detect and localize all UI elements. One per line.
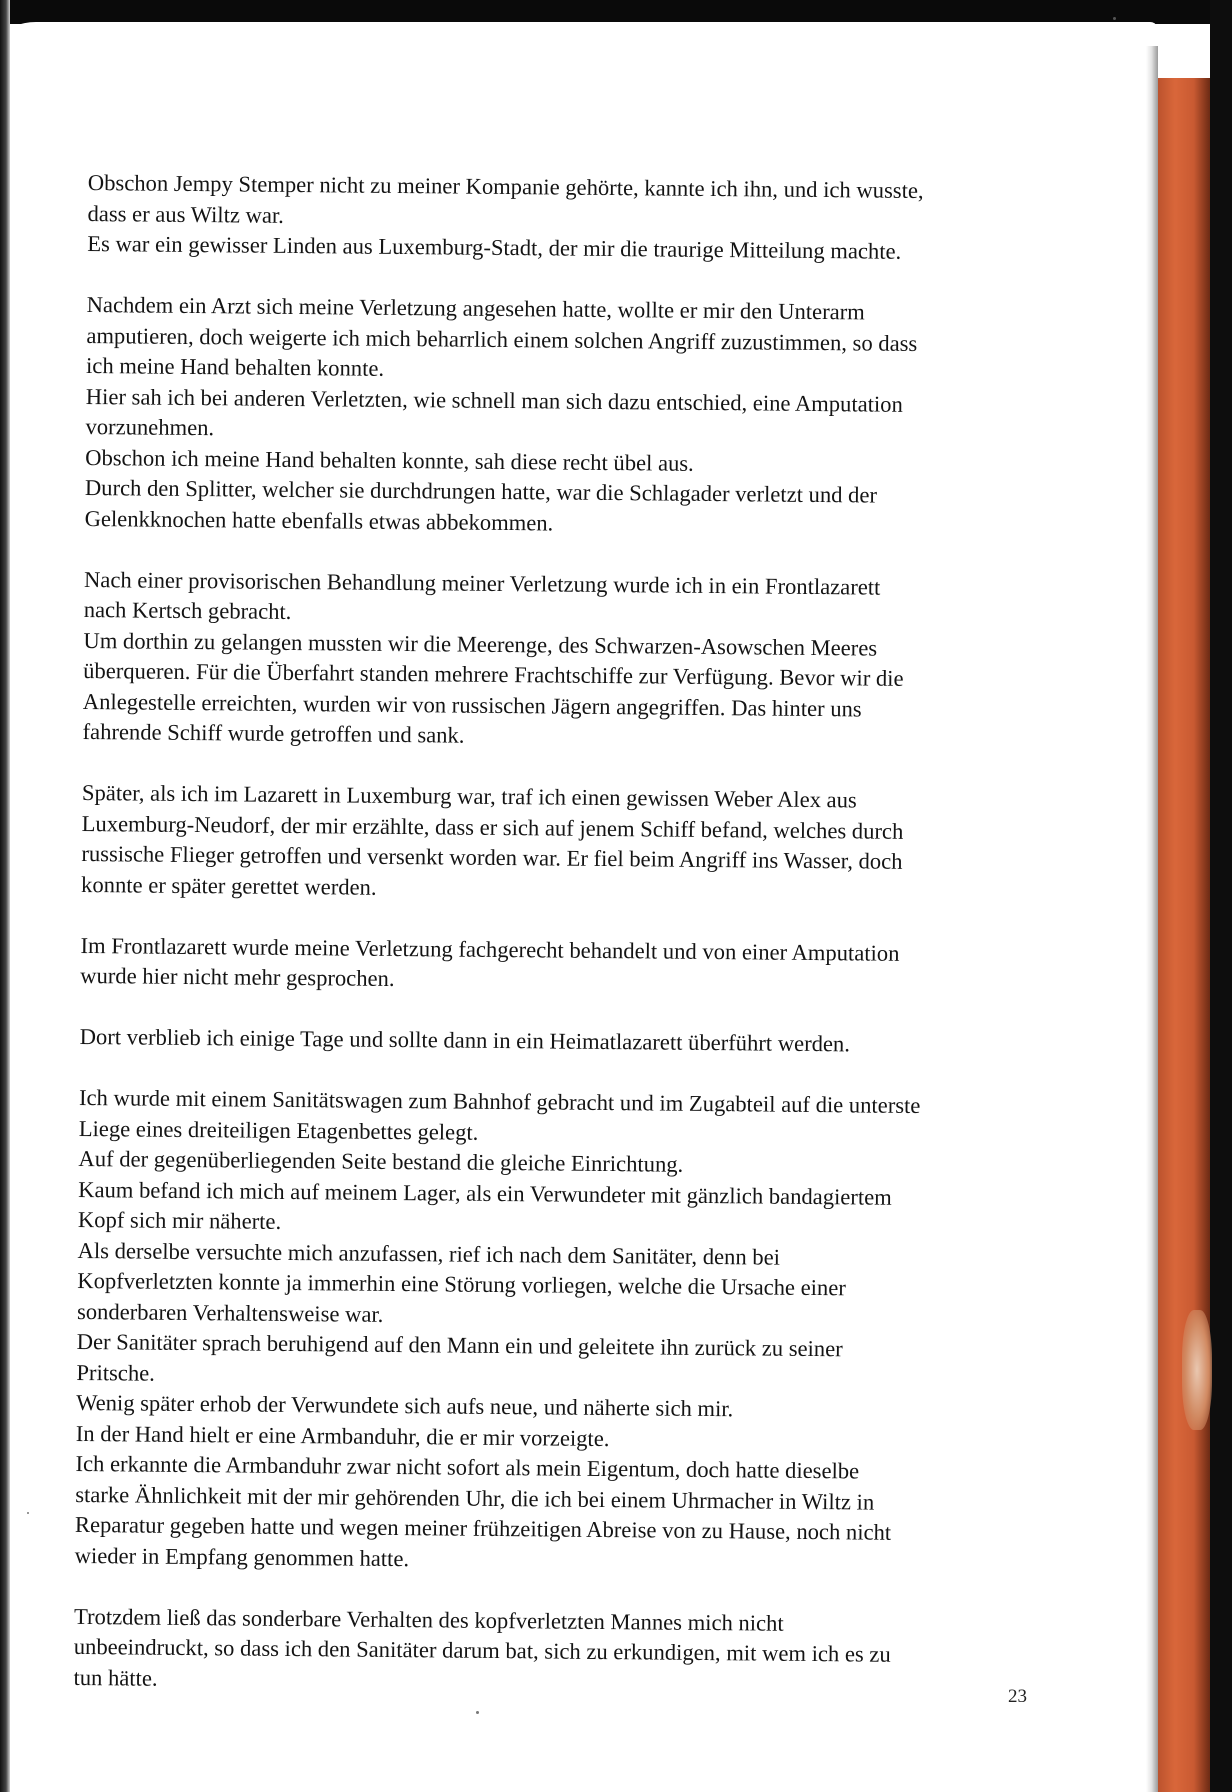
text-line: Es war ein gewisser Linden aus Luxemburg-Stadt, der mir die traurige Mitteilung machte.: [87, 230, 902, 264]
text-line: Gelenkknochen hatte ebenfalls etwas abbekommen.: [84, 505, 554, 535]
paragraph: [84, 290, 1026, 543]
dust-speck: [27, 1512, 29, 1514]
text-line: amputieren, doch weigerte ich mich beharrlich einem solchen Angriff zuzustimmen, so dass: [86, 322, 918, 356]
scan-left-shadow: [0, 0, 10, 1792]
text-line: Um dorthin zu gelangen mussten wir die Meerenge, des Schwarzen-Asowschen Meeres: [83, 627, 878, 661]
text-line: Dort verblieb ich einige Tage und sollte dann in ein Heimatlazarett überführt werden.: [79, 1023, 851, 1057]
text-line: vorzunehmen.: [85, 413, 215, 441]
text-line: sonderbaren Verhaltensweise war.: [76, 1298, 384, 1327]
text-line: Auf der gegenüberliegenden Seite bestand die gleiche Einrichtung.: [78, 1145, 684, 1177]
text-line: russische Flieger getroffen und versenkt worden war. Er fiel beim Angriff ins Wasser, doch: [81, 840, 903, 874]
page-number: 23: [1008, 1686, 1027, 1707]
text-line: Reparatur gegeben hatte und wegen meiner frühzeitigen Abreise von zu Hause, noch nicht: [74, 1511, 892, 1545]
paragraph: [81, 778, 1022, 909]
text-line: Ich erkannte die Armbanduhr zwar nicht sofort als mein Eigentum, doch hatte dieselbe: [75, 1450, 860, 1484]
dust-speck: [476, 1711, 479, 1714]
text-line: Kopfverletzten konnte ja immerhin eine Störung vorliegen, welche die Ursache einer: [77, 1267, 846, 1301]
text-line: Ich wurde mit einem Sanitätswagen zum Bahnhof gebracht und im Zugabteil auf die unterste: [78, 1084, 921, 1119]
dust-speck: [1113, 17, 1116, 20]
text-line: überqueren. Für die Überfahrt standen mehrere Frachtschiffe zur Verfügung. Bevor wir die: [83, 657, 904, 691]
text-line: unbeeindruckt, so dass ich den Sanitäter darum bat, sich zu erkundigen, mit wem ich es zu: [73, 1633, 891, 1667]
text-line: tun hätte.: [73, 1664, 158, 1691]
text-line: konnte er später gerettet werden.: [81, 871, 377, 900]
text-line: fahrende Schiff wurde getroffen und sank.: [82, 718, 465, 748]
text-line: Luxemburg-Neudorf, der mir erzählte, dass er sich auf jenem Schiff befand, welches durch: [81, 810, 904, 844]
paragraph: [75, 1083, 1020, 1580]
scan-right-background: [1210, 0, 1232, 1792]
paragraph: [80, 1022, 1020, 1062]
text-line: Durch den Splitter, welcher sie durchdrungen hatte, war die Schlagader verletzt und der: [84, 474, 878, 508]
cover-stain: [1182, 1310, 1212, 1430]
text-line: In der Hand hielt er eine Armbanduhr, die er mir vorzeigte.: [75, 1420, 610, 1451]
paragraph: [80, 930, 1021, 1000]
paragraph: [73, 1601, 1014, 1702]
paragraph: [87, 168, 1028, 269]
text-line: wurde hier nicht mehr gesprochen.: [80, 962, 395, 991]
text-line: Hier sah ich bei anderen Verletzten, wie schnell man sich dazu entschied, eine Amputation: [85, 383, 903, 417]
text-line: Im Frontlazarett wurde meine Verletzung fachgerecht behandelt und von einer Amputation: [80, 932, 900, 966]
text-line: nach Kertsch gebracht.: [83, 596, 292, 624]
text-line: Als derselbe versuchte mich anzufassen, rief ich nach dem Sanitäter, denn bei: [77, 1237, 781, 1270]
text-line: Liege eines dreiteiligen Etagenbettes gelegt.: [78, 1115, 479, 1145]
text-line: Wenig später erhob der Verwundete sich aufs neue, und näherte sich mir.: [76, 1389, 734, 1422]
text-line: Obschon Jempy Stemper nicht zu meiner Kompanie gehörte, kannte ich ihn, und ich wusste,: [87, 169, 924, 204]
text-line: ich meine Hand behalten konnte.: [85, 352, 385, 381]
page-edge-shadow: [1146, 46, 1158, 1792]
text-line: Anlegestelle erreichten, wurden wir von russischen Jägern angegriffen. Das hinter uns: [82, 688, 862, 721]
text-line: Kaum befand ich mich auf meinem Lager, als ein Verwundeter mit gänzlich bandagiertem: [78, 1176, 892, 1210]
text-line: Obschon ich meine Hand behalten konnte, sah diese recht übel aus.: [85, 444, 694, 476]
text-line: Der Sanitäter sprach beruhigend auf den Mann ein und geleitete ihn zurück zu seiner: [76, 1328, 843, 1362]
text-line: starke Ähnlichkeit mit der mir gehörenden Uhr, die ich bei einem Uhrmacher in Wiltz in: [75, 1481, 875, 1515]
text-line: dass er aus Wiltz war.: [87, 200, 285, 228]
scan-top-shadow: [0, 0, 1232, 24]
body-text: [73, 168, 1028, 1732]
text-line: wieder in Empfang genommen hatte.: [74, 1542, 410, 1571]
text-line: Nachdem ein Arzt sich meine Verletzung angesehen hatte, wollte er mir den Unterarm: [86, 291, 865, 325]
text-line: Später, als ich im Lazarett in Luxemburg war, traf ich einen gewissen Weber Alex aus: [81, 779, 857, 813]
text-line: Kopf sich mir näherte.: [77, 1206, 282, 1234]
book-cover-edge: [1156, 78, 1210, 1792]
paragraph: [82, 564, 1024, 756]
text-line: Nach einer provisorischen Behandlung meiner Verletzung wurde ich in ein Frontlazarett: [83, 566, 881, 600]
text-line: Pritsche.: [76, 1359, 156, 1386]
text-line: Trotzdem ließ das sonderbare Verhalten des kopfverletzten Mannes mich nicht: [73, 1603, 784, 1636]
